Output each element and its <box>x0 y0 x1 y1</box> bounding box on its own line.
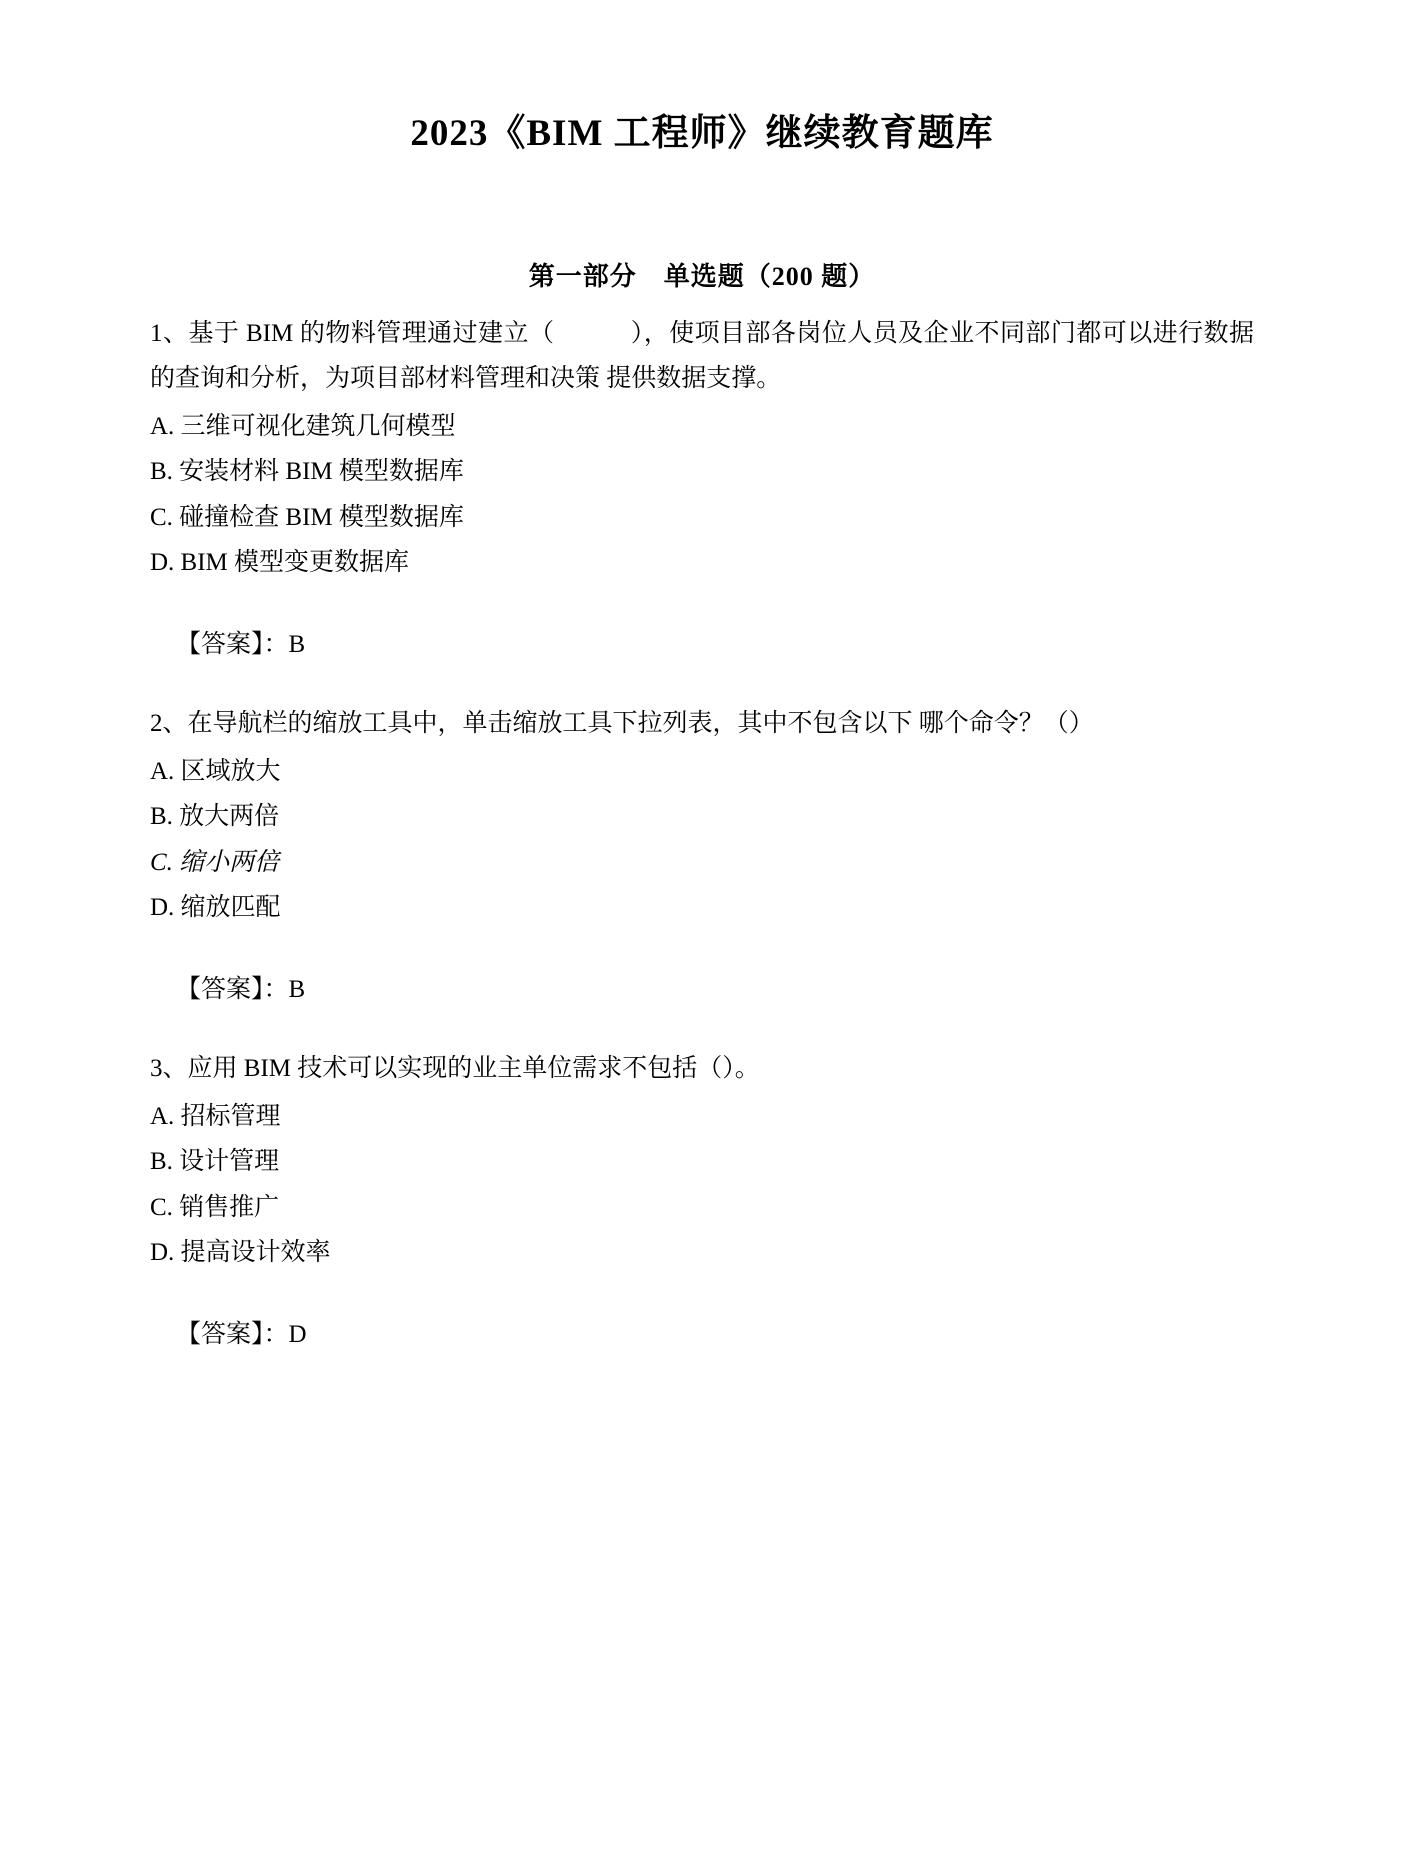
page-title: 2023《BIM 工程师》继续教育题库 <box>410 113 994 154</box>
question-block <box>150 701 1254 1012</box>
question-option: A. 三维可视化建筑几何模型 <box>150 412 456 440</box>
question-stem: 2、在导航栏的缩放工具中，单击缩放工具下拉列表，其中不包含以下 哪个命令？（） <box>150 710 1094 738</box>
answer-line <box>150 1312 1254 1358</box>
answer-label: 【答案】： <box>176 975 289 1003</box>
question-option: C. 销售推广 <box>150 1193 280 1221</box>
question-option: D. 缩放匹配 <box>150 894 281 922</box>
question-option: D. BIM 模型变更数据库 <box>150 549 410 577</box>
question-option: C. 缩小两倍 <box>150 848 280 876</box>
question-block <box>150 1046 1254 1357</box>
answer-value: B <box>288 975 306 1003</box>
answer-value: D <box>288 1320 307 1348</box>
question-option: B. 设计管理 <box>150 1148 280 1176</box>
question-option: C. 碰撞检查 BIM 模型数据库 <box>150 503 464 531</box>
answer-label: 【答案】： <box>176 1320 289 1348</box>
question-block <box>150 311 1254 668</box>
answer-label: 【答案】： <box>176 630 289 658</box>
question-option: D. 提高设计效率 <box>150 1239 331 1267</box>
question-option: A. 区域放大 <box>150 757 281 785</box>
section-heading: 第一部分 单选题（200 题） <box>528 261 876 291</box>
answer-value: B <box>288 630 306 658</box>
question-stem: 1、基于 BIM 的物料管理通过建立（ ），使项目部各岗位人员及企业不同部门都可以进行数据的查询和分析，为项目部材料管理和决策 提供数据支撑。 <box>150 319 1254 393</box>
answer-line <box>150 622 1254 668</box>
answer-line <box>150 967 1254 1013</box>
question-option: B. 放大两倍 <box>150 803 280 831</box>
question-option: B. 安装材料 BIM 模型数据库 <box>150 458 464 486</box>
question-option: A. 招标管理 <box>150 1102 281 1130</box>
question-stem: 3、应用 BIM 技术可以实现的业主单位需求不包括（）。 <box>150 1055 760 1083</box>
